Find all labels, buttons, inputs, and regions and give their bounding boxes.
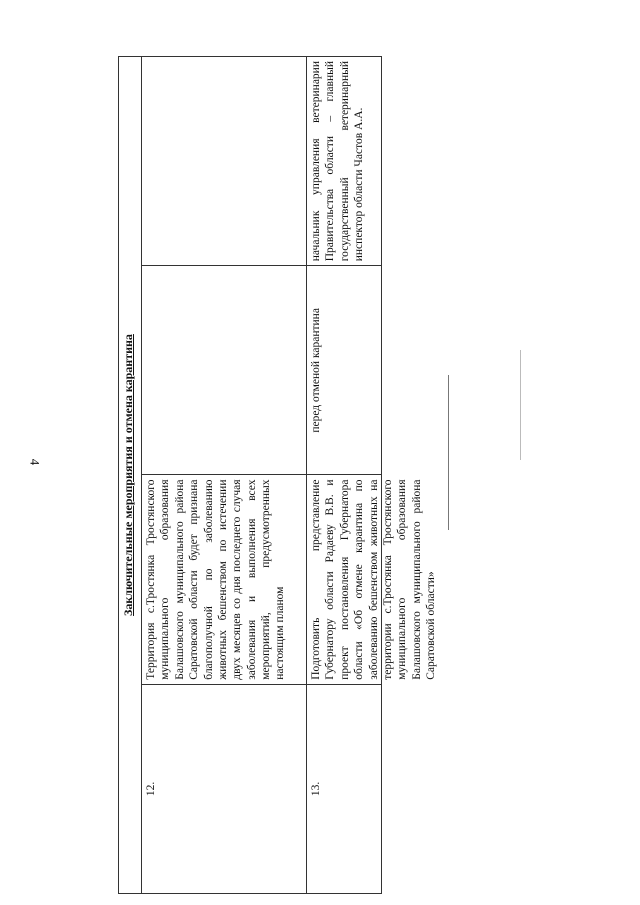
scan-artifact-line — [520, 350, 521, 460]
page-number: 4 — [27, 458, 43, 466]
row-number: 13. — [307, 684, 382, 893]
measure-text: Подготовить представление Губернатору области Радаеву В.В. и проект постановления Губернатора области «Об отмене карантина по заболеванию бешенством животных на территории с.Тростянка Тростянского муниципального образования Балашовского муниципального района Саратовской области» — [310, 479, 437, 680]
deadline-cell — [142, 266, 307, 475]
responsible-cell: начальник управления ветеринарии Правительства области – главный государственный ветеринарный инспектор области Частов А.А. — [307, 57, 382, 266]
table-row — [307, 57, 382, 894]
rotated-table-container — [118, 56, 437, 894]
measure-cell — [142, 475, 307, 684]
section-title: Заключительные мероприятия и отмена карантина — [119, 57, 142, 894]
row-number: 12. — [142, 684, 307, 893]
scan-artifact-line — [448, 375, 449, 530]
section-header-row — [119, 57, 142, 894]
measure-text: Территория с.Тростянка Тростянского муниципального образования Балашовского муниципального района Саратовской области будет признана благополучной по заболеванию животных бешенством по истечении двух месяцев со дня последнего случая заболевания и выполнения всех мероприятий, предусмотренных настоящим планом — [145, 479, 287, 680]
responsible-cell — [142, 57, 307, 266]
deadline-cell: перед отменой карантина — [307, 266, 382, 475]
quarantine-plan-table — [118, 56, 437, 894]
measure-cell — [307, 475, 437, 684]
table-row — [142, 57, 307, 894]
